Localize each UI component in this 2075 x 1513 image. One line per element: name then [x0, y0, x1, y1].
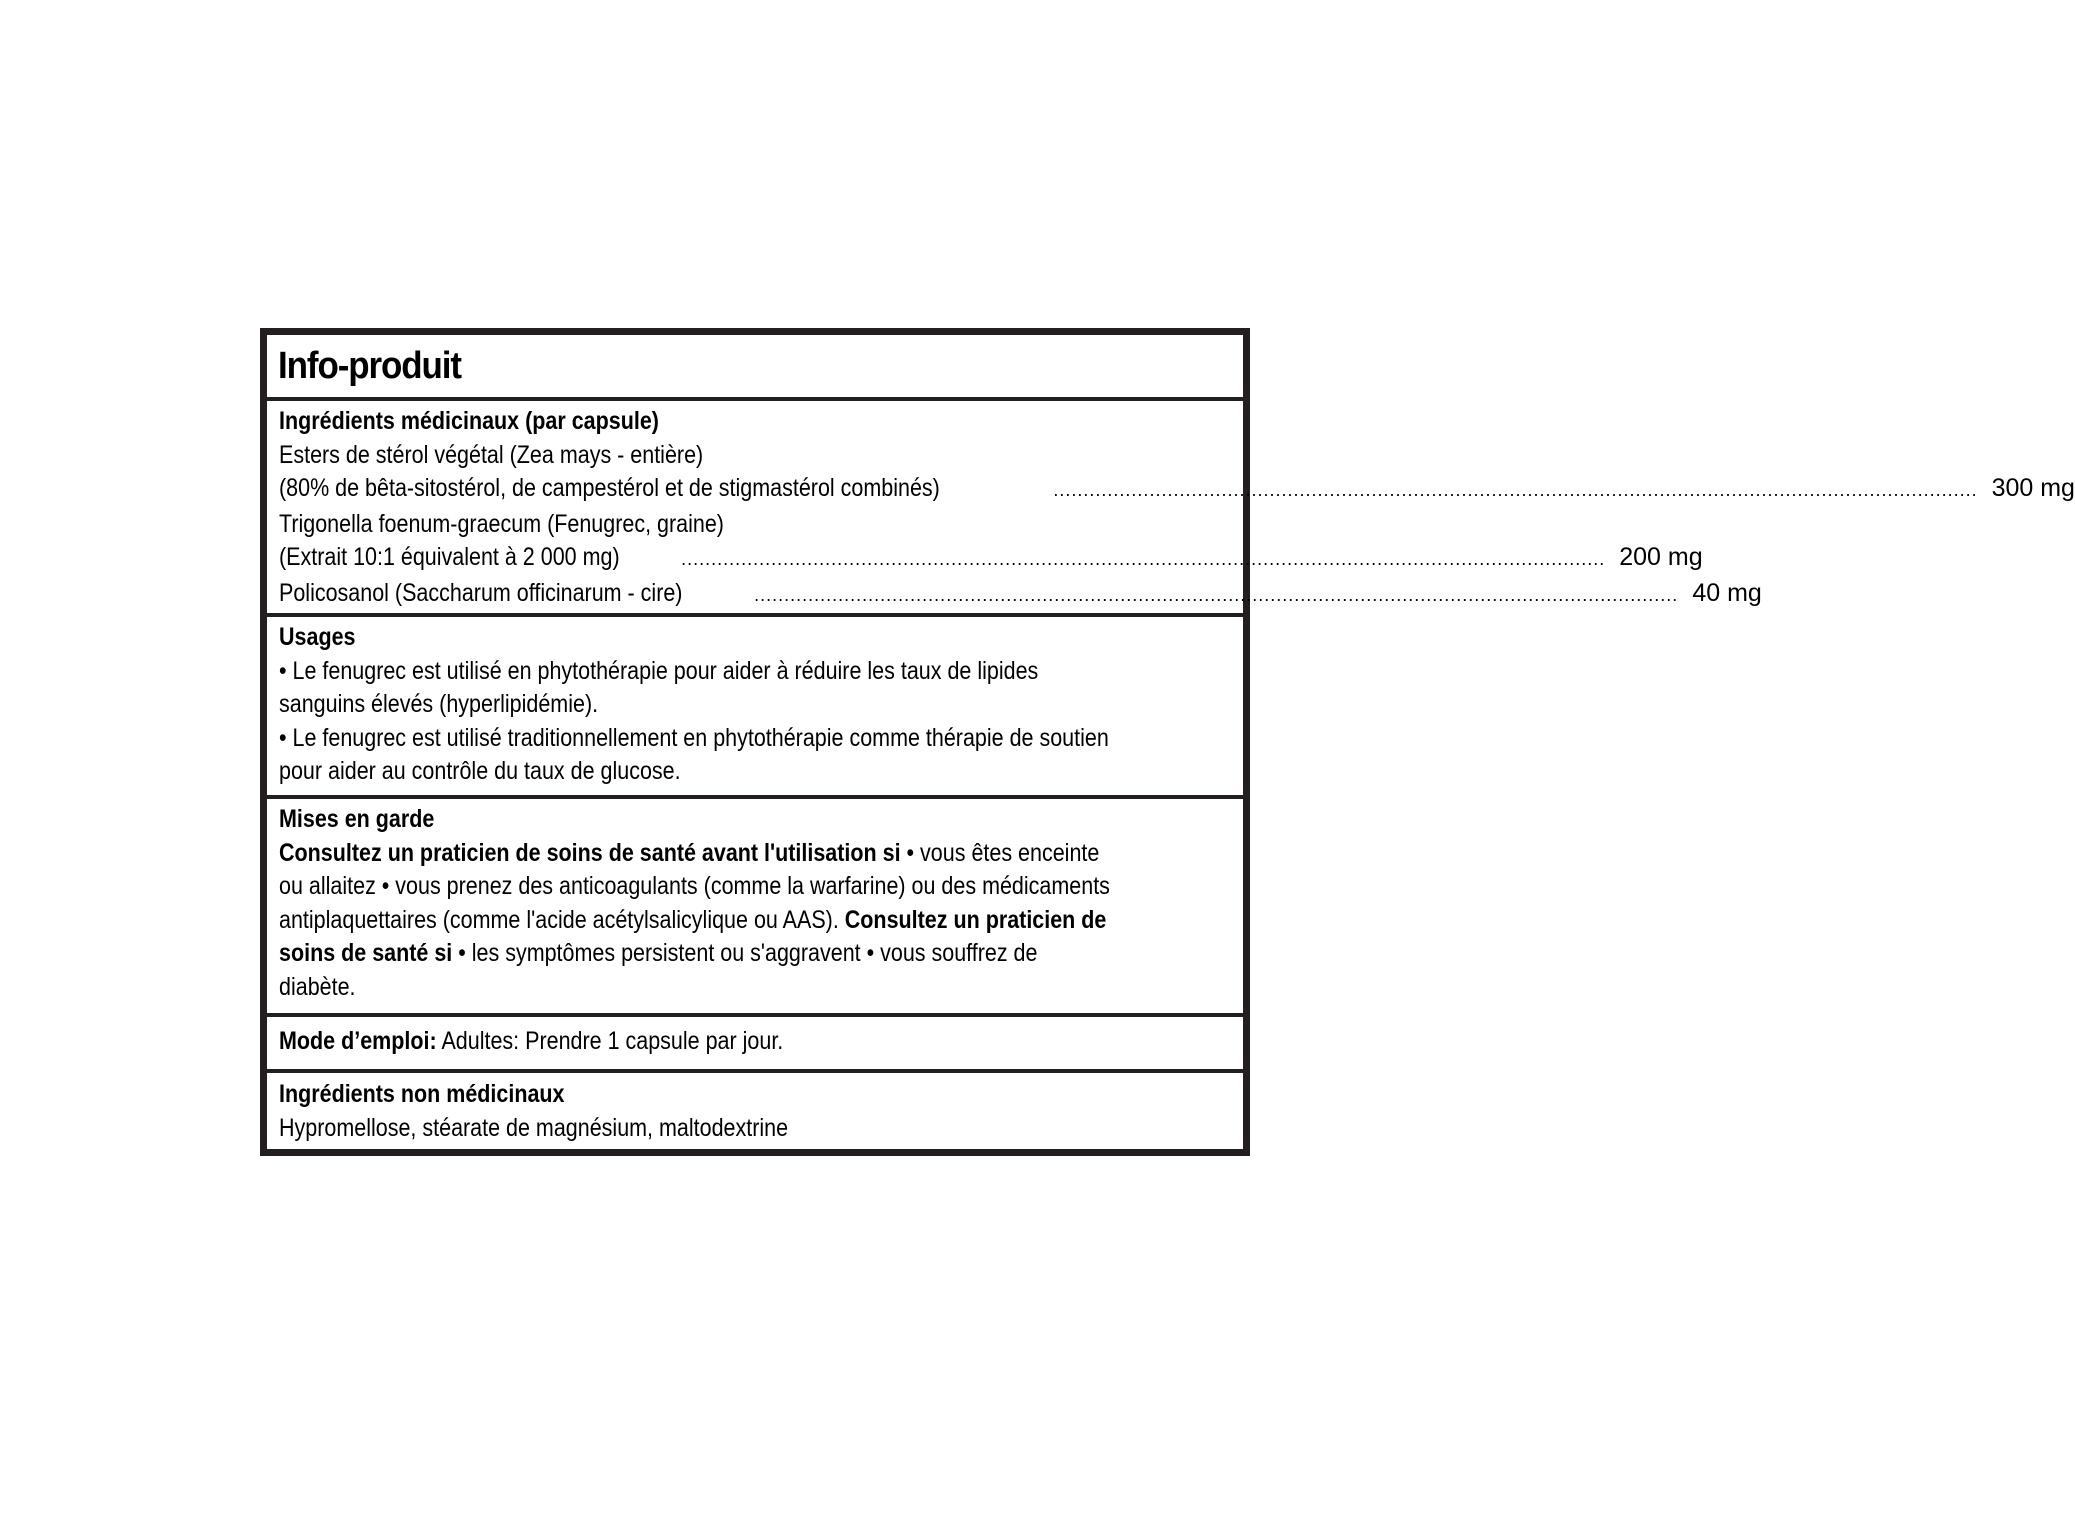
ingredient-2-dose: 200 mg [1619, 543, 1703, 571]
product-info-panel [260, 328, 2075, 1156]
warning-text: diabète. [279, 972, 356, 1001]
ingredient-3-row [279, 577, 1762, 613]
directions-text: Adultes: Prendre 1 capsule par jour. [436, 1027, 784, 1055]
ingredient-3-dose: 40 mg [1692, 578, 1762, 607]
directions-section [267, 1013, 1243, 1069]
ingredient-1-row [279, 472, 2075, 508]
warnings-heading: Mises en garde [279, 805, 435, 833]
warning-line [279, 837, 1100, 871]
dot-leader: .......................................................................................................................................................... [1053, 480, 1978, 500]
ingredient-1-dose: 300 mg [1991, 474, 2075, 502]
warning-text: ou allaitez • vous prenez des anticoagulants (comme la warfarine) ou des médicaments [279, 872, 1110, 900]
warning-text: • les symptômes persistent ou s'aggravent • vous souffrez de [452, 939, 1038, 967]
usages-section [267, 613, 1243, 795]
ingredient-1-detail: (80% de bêta-sitostérol, de campestérol et de stigmastérol combinés) [279, 474, 940, 502]
usage-line: • Le fenugrec est utilisé traditionnellement en phytothérapie comme thérapie de soutien [279, 723, 1109, 752]
dot-leader: .......................................................................................................................................................... [754, 584, 1679, 605]
medicinal-ingredients-section [267, 397, 2075, 613]
panel-title: Info-produit [278, 345, 461, 387]
warning-line [279, 904, 1107, 938]
warning-line [279, 937, 1096, 971]
ingredient-2-name: Trigonella foenum-graecum (Fenugrec, graine) [279, 509, 724, 538]
warning-text: • vous êtes enceinte [900, 838, 1100, 867]
warning-line [279, 870, 1110, 904]
ingredient-2-detail: (Extrait 10:1 équivalent à 2 000 mg) [279, 543, 620, 571]
warning-bold-text: Consultez un praticien de soins de santé avant l'utilisation si [279, 838, 901, 867]
warning-text: antiplaquettaires (comme l'acide acétylsalicylique ou AAS). [279, 905, 845, 934]
usages-heading: Usages [279, 623, 356, 651]
non-medicinal-section [267, 1069, 1243, 1149]
medicinal-ingredients-heading: Ingrédients médicinaux (par capsule) [279, 407, 659, 435]
ingredient-3-name: Policosanol (Saccharum officinarum - cire) [279, 578, 683, 607]
usage-line: • Le fenugrec est utilisé en phytothérapie pour aider à réduire les taux de lipides [279, 656, 1039, 685]
warnings-section [267, 795, 1243, 1013]
ingredient-2-row [279, 541, 1703, 577]
warning-bold-text: soins de santé si [279, 939, 453, 967]
directions-heading: Mode d’emploi: [279, 1027, 437, 1055]
warning-line [279, 971, 1096, 1005]
warning-bold-text: Consultez un praticien de [844, 905, 1107, 934]
ingredient-1-name: Esters de stérol végétal (Zea mays - entière) [279, 440, 704, 469]
dot-leader: .......................................................................................................................................................... [681, 549, 1606, 569]
usage-line: sanguins élevés (hyperlipidémie). [279, 690, 599, 718]
non-medicinal-text: Hypromellose, stéarate de magnésium, maltodextrine [279, 1113, 789, 1142]
usage-line: pour aider au contrôle du taux de glucose. [279, 757, 681, 785]
directions-line [279, 1025, 1096, 1059]
non-medicinal-heading: Ingrédients non médicinaux [279, 1080, 565, 1108]
